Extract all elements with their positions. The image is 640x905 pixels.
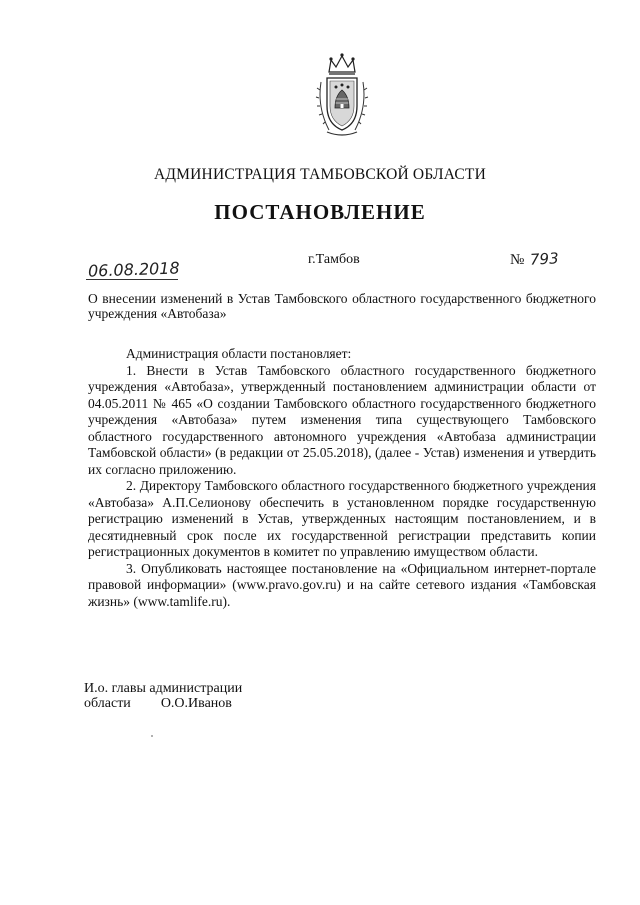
document-body: [88, 346, 596, 610]
body-preamble: Администрация области постановляет:: [126, 346, 352, 361]
signatory-position-line1: И.о. главы администрации: [84, 681, 243, 696]
signature-line2: [84, 696, 262, 711]
date-underline: [86, 279, 178, 280]
body-item-2: 2. Директору Тамбовского областного государственного бюджетного учреждения «Автобаза» А.П.Селионову обеспечить в установленном порядке государственную регистрацию изменений в Устав, утвержденных настоящим постановлением, и в десятидневный срок после их государственной регистрации представить копии регистрационных документов в комитет по управлению имуществом области.: [88, 478, 596, 559]
signature-block: [84, 681, 262, 711]
number-sign: №: [510, 252, 525, 268]
agency-name: АДМИНИСТРАЦИЯ ТАМБОВСКОЙ ОБЛАСТИ: [154, 166, 486, 183]
document-type-title: ПОСТАНОВЛЕНИЕ: [214, 200, 426, 224]
document-date: 06.08.2018: [87, 258, 180, 281]
signatory-position-line2: области: [84, 696, 131, 711]
coat-of-arms-icon: [315, 52, 369, 138]
signatory-name: О.О.Иванов: [160, 696, 232, 711]
document-subject: О внесении изменений в Устав Тамбовского областного государственного бюджетного учреждения «Автобаза»: [88, 291, 596, 321]
scan-speck: [151, 735, 153, 737]
number-value: 793: [529, 249, 560, 269]
body-item-1: 1. Внести в Устав Тамбовского областного государственного бюджетного учреждения «Автобаза», утвержденный постановлением администрации области от 04.05.2011 № 465 «О создании Тамбовского областного государственного бюджетного учреждения «Автобаза» путем изменения типа существующего Тамбовского областного государственного автономного учреждения «Автобаза администрации Тамбовской области» (в редакции от 25.05.2018), (далее - Устав) изменения и утвердить их согласно приложению.: [88, 362, 596, 477]
body-item-3: 3. Опубликовать настоящее постановление на «Официальном интернет-портале правовой информации» (www.pravo.gov.ru) и на сайте сетевого издания «Тамбовская жизнь» (www.tamlife.ru).: [88, 560, 596, 609]
document-number: [510, 250, 559, 269]
document-city: г.Тамбов: [308, 252, 360, 267]
